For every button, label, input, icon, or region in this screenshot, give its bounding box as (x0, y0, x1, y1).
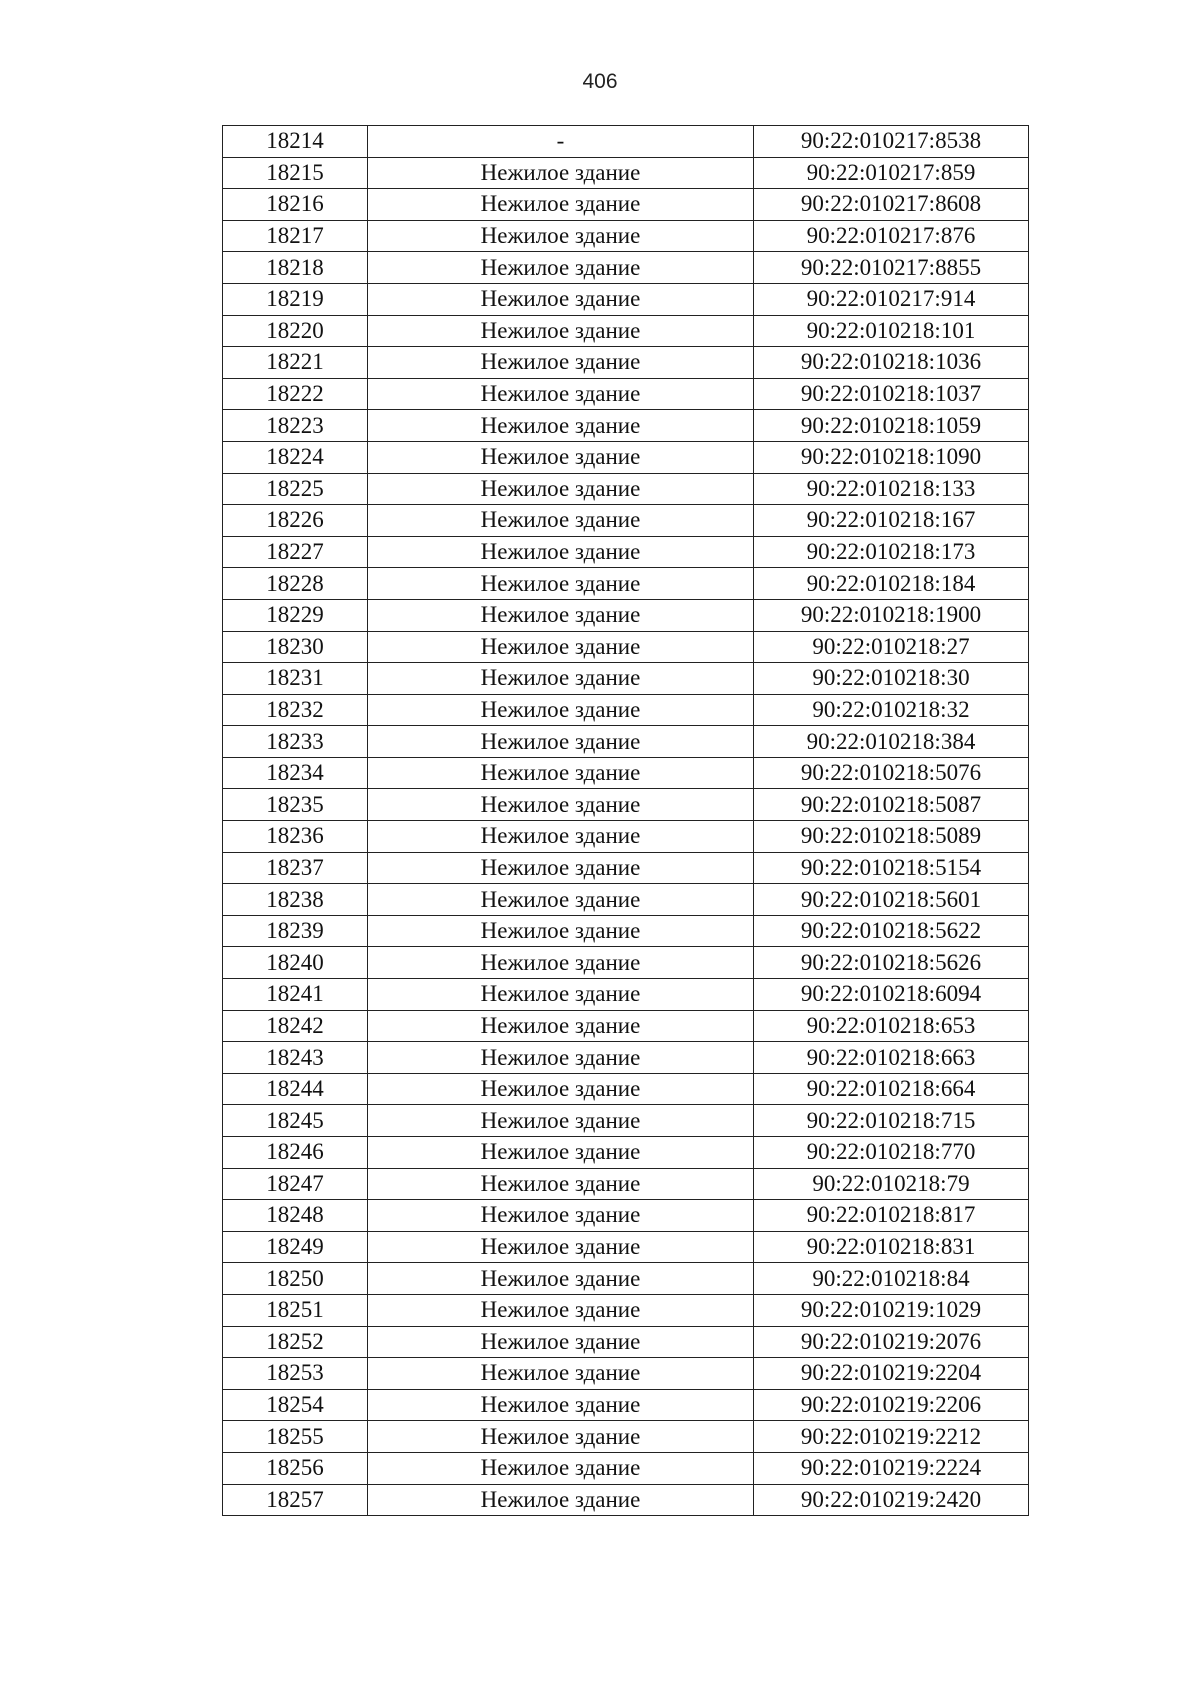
table-row (223, 1200, 1029, 1232)
object-type-cell: Нежилое здание (368, 473, 754, 505)
object-type-cell: Нежилое здание (368, 1452, 754, 1484)
row-number-cell: 18232 (223, 694, 368, 726)
cadastral-number-cell: 90:22:010219:2420 (754, 1484, 1029, 1516)
cadastral-number-cell: 90:22:010218:6094 (754, 979, 1029, 1011)
table-row (223, 473, 1029, 505)
row-number-cell: 18227 (223, 536, 368, 568)
table-row (223, 1010, 1029, 1042)
object-type-cell: Нежилое здание (368, 378, 754, 410)
row-number-cell: 18215 (223, 157, 368, 189)
table-row (223, 1263, 1029, 1295)
object-type-cell: Нежилое здание (368, 1231, 754, 1263)
object-type-cell: Нежилое здание (368, 599, 754, 631)
object-type-cell: Нежилое здание (368, 884, 754, 916)
object-type-cell: Нежилое здание (368, 1389, 754, 1421)
object-type-cell: Нежилое здание (368, 315, 754, 347)
cadastral-number-cell: 90:22:010218:831 (754, 1231, 1029, 1263)
row-number-cell: 18247 (223, 1168, 368, 1200)
row-number-cell: 18216 (223, 189, 368, 221)
cadastral-number-cell: 90:22:010218:173 (754, 536, 1029, 568)
table-row (223, 252, 1029, 284)
object-type-cell: Нежилое здание (368, 1421, 754, 1453)
row-number-cell: 18220 (223, 315, 368, 347)
cadastral-number-cell: 90:22:010217:914 (754, 283, 1029, 315)
table-row (223, 347, 1029, 379)
row-number-cell: 18223 (223, 410, 368, 442)
table-row (223, 505, 1029, 537)
cadastral-number-cell: 90:22:010217:859 (754, 157, 1029, 189)
object-type-cell: Нежилое здание (368, 663, 754, 695)
object-type-cell: Нежилое здание (368, 852, 754, 884)
cadastral-number-cell: 90:22:010218:1059 (754, 410, 1029, 442)
row-number-cell: 18222 (223, 378, 368, 410)
table-row (223, 220, 1029, 252)
object-type-cell: Нежилое здание (368, 347, 754, 379)
table-row (223, 157, 1029, 189)
cadastral-number-cell: 90:22:010218:817 (754, 1200, 1029, 1232)
table-row (223, 1042, 1029, 1074)
object-type-cell: Нежилое здание (368, 283, 754, 315)
cadastral-number-cell: 90:22:010218:1036 (754, 347, 1029, 379)
object-type-cell: Нежилое здание (368, 410, 754, 442)
table-row (223, 1137, 1029, 1169)
object-type-cell: Нежилое здание (368, 915, 754, 947)
object-type-cell: Нежилое здание (368, 1073, 754, 1105)
table-row (223, 599, 1029, 631)
row-number-cell: 18226 (223, 505, 368, 537)
cadastral-number-cell: 90:22:010219:2076 (754, 1326, 1029, 1358)
object-type-cell: Нежилое здание (368, 189, 754, 221)
cadastral-number-cell: 90:22:010217:8608 (754, 189, 1029, 221)
object-type-cell: Нежилое здание (368, 1042, 754, 1074)
cadastral-number-cell: 90:22:010218:5089 (754, 821, 1029, 853)
table-row (223, 979, 1029, 1011)
row-number-cell: 18250 (223, 1263, 368, 1295)
row-number-cell: 18234 (223, 757, 368, 789)
table-row (223, 821, 1029, 853)
table-row (223, 1105, 1029, 1137)
cadastral-number-cell: 90:22:010218:770 (754, 1137, 1029, 1169)
cadastral-number-cell: 90:22:010218:30 (754, 663, 1029, 695)
row-number-cell: 18229 (223, 599, 368, 631)
table-row (223, 694, 1029, 726)
row-number-cell: 18233 (223, 726, 368, 758)
object-type-cell: Нежилое здание (368, 536, 754, 568)
row-number-cell: 18225 (223, 473, 368, 505)
property-table (222, 125, 1029, 1516)
object-type-cell: Нежилое здание (368, 1168, 754, 1200)
row-number-cell: 18221 (223, 347, 368, 379)
table-row (223, 1231, 1029, 1263)
table-row (223, 884, 1029, 916)
table-row (223, 441, 1029, 473)
row-number-cell: 18239 (223, 915, 368, 947)
object-type-cell: Нежилое здание (368, 1137, 754, 1169)
cadastral-number-cell: 90:22:010218:5087 (754, 789, 1029, 821)
object-type-cell: Нежилое здание (368, 220, 754, 252)
cadastral-number-cell: 90:22:010218:384 (754, 726, 1029, 758)
cadastral-number-cell: 90:22:010218:1037 (754, 378, 1029, 410)
object-type-cell: Нежилое здание (368, 694, 754, 726)
table-row (223, 378, 1029, 410)
table-row (223, 283, 1029, 315)
row-number-cell: 18257 (223, 1484, 368, 1516)
row-number-cell: 18219 (223, 283, 368, 315)
object-type-cell: Нежилое здание (368, 757, 754, 789)
row-number-cell: 18243 (223, 1042, 368, 1074)
table-row (223, 726, 1029, 758)
row-number-cell: 18244 (223, 1073, 368, 1105)
cadastral-number-cell: 90:22:010218:133 (754, 473, 1029, 505)
table-row (223, 1168, 1029, 1200)
cadastral-number-cell: 90:22:010218:664 (754, 1073, 1029, 1105)
row-number-cell: 18248 (223, 1200, 368, 1232)
row-number-cell: 18217 (223, 220, 368, 252)
row-number-cell: 18254 (223, 1389, 368, 1421)
cadastral-number-cell: 90:22:010219:2204 (754, 1358, 1029, 1390)
object-type-cell: Нежилое здание (368, 1263, 754, 1295)
row-number-cell: 18235 (223, 789, 368, 821)
table-row (223, 663, 1029, 695)
cadastral-number-cell: 90:22:010218:5076 (754, 757, 1029, 789)
cadastral-number-cell: 90:22:010218:184 (754, 568, 1029, 600)
row-number-cell: 18242 (223, 1010, 368, 1042)
cadastral-number-cell: 90:22:010219:2206 (754, 1389, 1029, 1421)
cadastral-number-cell: 90:22:010219:1029 (754, 1294, 1029, 1326)
row-number-cell: 18241 (223, 979, 368, 1011)
cadastral-number-cell: 90:22:010218:5626 (754, 947, 1029, 979)
table-row (223, 536, 1029, 568)
cadastral-number-cell: 90:22:010217:8538 (754, 126, 1029, 158)
row-number-cell: 18251 (223, 1294, 368, 1326)
table-row (223, 852, 1029, 884)
row-number-cell: 18245 (223, 1105, 368, 1137)
row-number-cell: 18218 (223, 252, 368, 284)
cadastral-number-cell: 90:22:010218:167 (754, 505, 1029, 537)
table-row (223, 1358, 1029, 1390)
row-number-cell: 18237 (223, 852, 368, 884)
cadastral-number-cell: 90:22:010218:5622 (754, 915, 1029, 947)
object-type-cell: Нежилое здание (368, 789, 754, 821)
object-type-cell: Нежилое здание (368, 505, 754, 537)
object-type-cell: Нежилое здание (368, 568, 754, 600)
object-type-cell: Нежилое здание (368, 1010, 754, 1042)
row-number-cell: 18246 (223, 1137, 368, 1169)
row-number-cell: 18230 (223, 631, 368, 663)
object-type-cell: Нежилое здание (368, 979, 754, 1011)
cadastral-number-cell: 90:22:010218:715 (754, 1105, 1029, 1137)
row-number-cell: 18224 (223, 441, 368, 473)
row-number-cell: 18255 (223, 1421, 368, 1453)
object-type-cell: Нежилое здание (368, 1326, 754, 1358)
cadastral-number-cell: 90:22:010219:2212 (754, 1421, 1029, 1453)
cadastral-number-cell: 90:22:010218:5601 (754, 884, 1029, 916)
row-number-cell: 18240 (223, 947, 368, 979)
table-row (223, 189, 1029, 221)
property-table-container (222, 125, 1028, 1516)
object-type-cell: Нежилое здание (368, 1105, 754, 1137)
table-row (223, 915, 1029, 947)
property-table-body (223, 126, 1029, 1516)
object-type-cell: - (368, 126, 754, 158)
cadastral-number-cell: 90:22:010218:101 (754, 315, 1029, 347)
object-type-cell: Нежилое здание (368, 157, 754, 189)
object-type-cell: Нежилое здание (368, 1294, 754, 1326)
cadastral-number-cell: 90:22:010218:663 (754, 1042, 1029, 1074)
object-type-cell: Нежилое здание (368, 947, 754, 979)
row-number-cell: 18214 (223, 126, 368, 158)
table-row (223, 1452, 1029, 1484)
table-row (223, 757, 1029, 789)
table-row (223, 789, 1029, 821)
cadastral-number-cell: 90:22:010218:84 (754, 1263, 1029, 1295)
cadastral-number-cell: 90:22:010218:32 (754, 694, 1029, 726)
cadastral-number-cell: 90:22:010218:1900 (754, 599, 1029, 631)
row-number-cell: 18252 (223, 1326, 368, 1358)
object-type-cell: Нежилое здание (368, 252, 754, 284)
cadastral-number-cell: 90:22:010217:876 (754, 220, 1029, 252)
object-type-cell: Нежилое здание (368, 441, 754, 473)
row-number-cell: 18236 (223, 821, 368, 853)
row-number-cell: 18231 (223, 663, 368, 695)
row-number-cell: 18238 (223, 884, 368, 916)
cadastral-number-cell: 90:22:010218:79 (754, 1168, 1029, 1200)
cadastral-number-cell: 90:22:010218:653 (754, 1010, 1029, 1042)
object-type-cell: Нежилое здание (368, 1484, 754, 1516)
table-row (223, 1484, 1029, 1516)
object-type-cell: Нежилое здание (368, 631, 754, 663)
row-number-cell: 18256 (223, 1452, 368, 1484)
cadastral-number-cell: 90:22:010218:5154 (754, 852, 1029, 884)
row-number-cell: 18249 (223, 1231, 368, 1263)
table-row (223, 1073, 1029, 1105)
table-row (223, 126, 1029, 158)
page-number: 406 (582, 70, 618, 93)
row-number-cell: 18228 (223, 568, 368, 600)
table-row (223, 1389, 1029, 1421)
table-row (223, 315, 1029, 347)
object-type-cell: Нежилое здание (368, 1358, 754, 1390)
object-type-cell: Нежилое здание (368, 1200, 754, 1232)
cadastral-number-cell: 90:22:010218:27 (754, 631, 1029, 663)
table-row (223, 947, 1029, 979)
object-type-cell: Нежилое здание (368, 726, 754, 758)
row-number-cell: 18253 (223, 1358, 368, 1390)
table-row (223, 410, 1029, 442)
table-row (223, 1294, 1029, 1326)
table-row (223, 631, 1029, 663)
object-type-cell: Нежилое здание (368, 821, 754, 853)
cadastral-number-cell: 90:22:010219:2224 (754, 1452, 1029, 1484)
table-row (223, 1326, 1029, 1358)
table-row (223, 568, 1029, 600)
cadastral-number-cell: 90:22:010217:8855 (754, 252, 1029, 284)
cadastral-number-cell: 90:22:010218:1090 (754, 441, 1029, 473)
table-row (223, 1421, 1029, 1453)
